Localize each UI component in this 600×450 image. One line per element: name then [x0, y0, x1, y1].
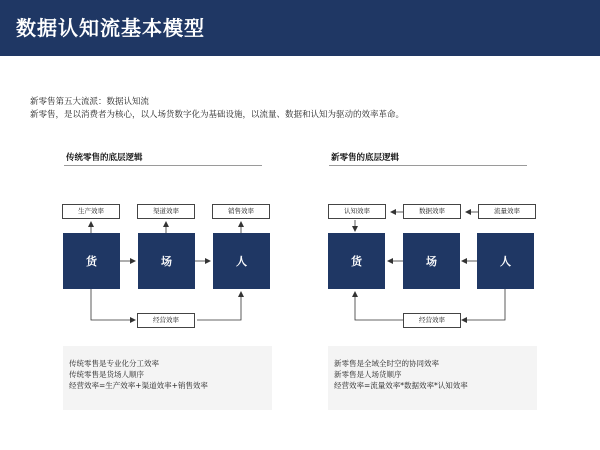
- right-panel-heading: 新零售的底层逻辑: [331, 153, 400, 163]
- left-panel-heading: 传统零售的底层逻辑: [66, 153, 143, 163]
- sales-efficiency-box: 销售效率: [212, 204, 270, 219]
- data-efficiency-box: 数据效率: [403, 204, 461, 219]
- right-summary-line-3: 经营效率=流量效率*数据效率*认知效率: [334, 381, 468, 390]
- left-node-ren: 人: [213, 233, 270, 289]
- traffic-efficiency-box: 流量效率: [478, 204, 536, 219]
- left-node-huo: 货: [63, 233, 120, 289]
- right-node-ren: 人: [477, 233, 534, 289]
- left-operating-efficiency-box: 经营效率: [137, 313, 195, 328]
- left-node-chang: 场: [138, 233, 195, 289]
- left-summary-line-2: 传统零售是货场人顺序: [69, 370, 144, 379]
- left-summary-line-1: 传统零售是专业化分工效率: [69, 359, 159, 368]
- right-node-huo: 货: [328, 233, 385, 289]
- arrow-huo-to-operating: [91, 289, 135, 320]
- intro-line-2: 新零售，是以消费者为核心，以人场货数字化为基础设施，以流量、数据和认知为驱动的效率革命。: [30, 110, 405, 120]
- right-summary-line-1: 新零售是全域全时空的协同效率: [334, 359, 439, 368]
- right-node-chang: 场: [403, 233, 460, 289]
- arrow-operating-to-ren: [197, 292, 241, 320]
- left-summary-line-3: 经营效率=生产效率+渠道效率+销售效率: [69, 381, 208, 390]
- left-summary: [63, 346, 272, 410]
- right-summary: [328, 346, 537, 410]
- intro-line-1: 新零售第五大流派：数据认知流: [30, 97, 150, 107]
- production-efficiency-box: 生产效率: [62, 204, 120, 219]
- arrow-ren-to-operating: [462, 289, 505, 320]
- right-summary-line-2: 新零售是人场货顺序: [334, 370, 402, 379]
- cognition-efficiency-box: 认知效率: [328, 204, 386, 219]
- channel-efficiency-box: 渠道效率: [137, 204, 195, 219]
- page-title: 数据认知流基本模型: [16, 16, 205, 40]
- arrow-operating-to-huo: [355, 292, 403, 320]
- right-operating-efficiency-box: 经营效率: [403, 313, 461, 328]
- right-panel-divider: [329, 165, 527, 166]
- left-panel-divider: [64, 165, 262, 166]
